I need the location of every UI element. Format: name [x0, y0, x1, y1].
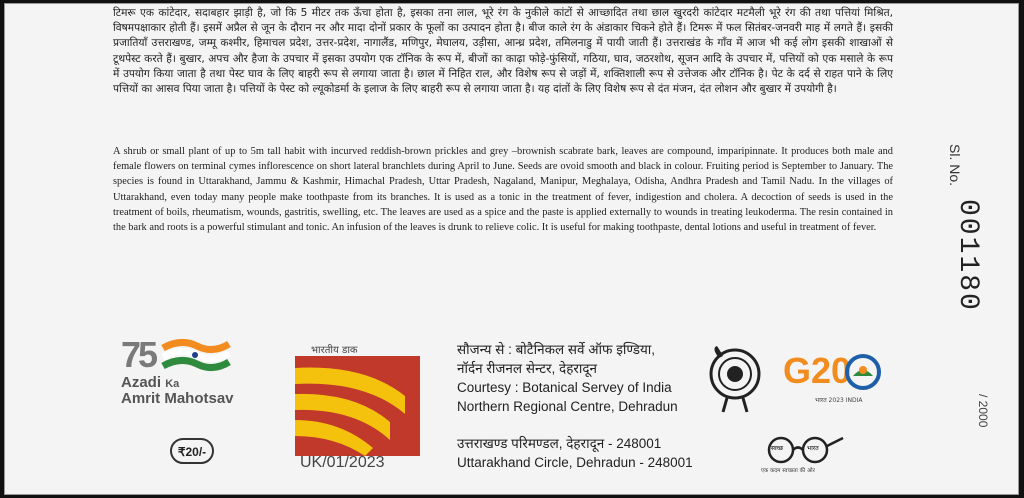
g20-text — [783, 350, 851, 392]
courtesy-english-2: Northern Regional Centre, Dehradun — [457, 399, 678, 414]
serial-label: Sl. No. — [947, 144, 963, 187]
serial-total: / 2000 — [976, 394, 990, 428]
tricolour-flag-icon — [161, 338, 231, 372]
cover-code: UK/01/2023 — [300, 454, 385, 471]
postal-circle-block — [457, 434, 693, 472]
english-description: A shrub or small plant of up to 5m tall habit with incurved reddish-brown prickles and grey –brownish scabrate bark, leaves are compound, imparipinnate. It produces both male and female flowers on terminal cymes inflorescence on short lateral branchlets during April to June. Seeds are ovoid smooth and black in colour. Fruiting period is September to January. The species is found in Uttarakhand, Jammu & Kashmir, Himachal Pradesh, Uttar Pradesh, Nagaland, Manipur, Meghalaya, Odisha, Andhra Pradesh and Tamil Nadu. In the villages of Uttarakhand, even today many people make toothpaste from its branches. It is used as a tonic in the treatment of fever, indigestion and cholera. A decoction of seeds is used in the treatment of boils, rheumatism, wounds, gastritis, swelling, etc. The leaves are used as a spice and the paste is applied externally to wounds in treating leukoderma. The resin contained in the bark and roots is a powerful stimulant and tonic. An infusion of the leaves is drunk to relieve colic. It is useful for making toothpaste, dental lotions and useful in treatment of fever. — [113, 146, 893, 234]
courtesy-hindi-1: सौजन्य से : बोटैनिकल सर्वे ऑफ इण्डिया, — [457, 342, 656, 357]
g20-subtitle: भारत 2023 INDIA — [815, 397, 863, 404]
azadi-75-numeral: 75 — [121, 334, 156, 375]
courtesy-english-1: Courtesy : Botanical Servey of India — [457, 380, 672, 395]
courtesy-block — [457, 340, 678, 416]
swachh-bharat-logo — [757, 432, 847, 482]
courtesy-hindi-2: नॉर्दन रीजनल सेन्टर, देहरादून — [457, 361, 598, 376]
amrit-word: Amrit — [121, 390, 161, 407]
hindi-description: टिमरू एक कांटेदार, सदाबहार झाड़ी है, जो कि 5 मीटर तक ऊँचा होता है, इसका तना लाल, भूरे रंग के नुकीले कांटों से आच्छादित तथा छाल खुरदरी कांटेदार मटमैली भूरे रंग की तथा पत्तियां मिश्रित, विषमपक्षाकार होती हैं। इसमें अप्रैल से जून के दौरान नर और मादा दोनों प्रकार के फूलों का उत्पादन होता है। बीज काले रंग के अंडाकार चिकने होते हैं। टिमरू में फल सितंबर-जनवरी माह में लगते हैं। इसकी प्रजातियाँ उत्तराखण्ड, जम्मू कश्मीर, हिमाचल प्रदेश, उत्तर-प्रदेश, नागालैंड, मणिपुर, मेघालय, उड़ीसा, आन्ध्र प्रदेश, तमिलनाडु में पायी जाती हैं। उत्तराखंड के गाँव में आज भी कई लोग इसकी शाखाओं से टूथपेस्ट करते हैं। बुखार, अपच और हैजा के उपचार में इसका उपयोग एक टॉनिक के रूप में, बीजों का काढ़ा फोड़े-फुंसियों, गठिया, घाव, जठरशोथ, सूजन आदि के उपचार में, पत्तियों को एक मसाले के रूप में उपयोग किया जाता है तथा पेस्ट घाव के लिए बाहरी रूप से लगाया जाता है। छाल में निहित राल, और विशेष रूप से जड़ों में, शक्तिशाली रूप से उत्तेजक और टॉनिक है। पेट के दर्द से राहत पाने के लिए पत्तियों का आसव पिया जाता है। पत्तियों के पेस्ट को ल्यूकोडर्मा के इलाज के लिए बाहरी रूप से लगाया जाता है। यह दांतों के लिए विशेष रूप से दंत मंजन, दंत लोशन और बुखार में उपयोगी है। — [113, 7, 893, 96]
india-post-emblem-icon — [295, 356, 420, 456]
mahotsav-word: Mahotsav — [164, 390, 234, 407]
azadi-ka-amrit-mahotsav-logo — [115, 334, 245, 407]
circle-hindi: उत्तराखण्ड परिमण्डल, देहरादून - 248001 — [457, 436, 662, 451]
g20-wordmark: G20 — [783, 350, 852, 391]
ka-word: Ka — [165, 378, 180, 390]
peacock-emblem-icon — [705, 344, 765, 416]
circle-english: Uttarakhand Circle, Dehradun - 248001 — [457, 455, 693, 470]
swachh-right-word: भारत — [807, 445, 819, 452]
india-post-hindi-label: भारतीय डाक — [311, 345, 358, 356]
g20-globe-icon — [845, 354, 881, 390]
azadi-word: Azadi — [121, 374, 162, 391]
swachh-left-word: स्वच्छ — [771, 445, 784, 452]
azadi-line2 — [121, 390, 234, 407]
swachh-tagline: एक कदम स्वच्छता की ओर — [761, 468, 815, 474]
serial-number: 001180 — [952, 199, 983, 312]
cover-back — [4, 3, 1019, 495]
azadi-line1 — [121, 374, 179, 391]
india-post-logo — [295, 342, 420, 457]
price-badge: ₹20/- — [170, 438, 214, 464]
g20-logo — [783, 348, 883, 408]
